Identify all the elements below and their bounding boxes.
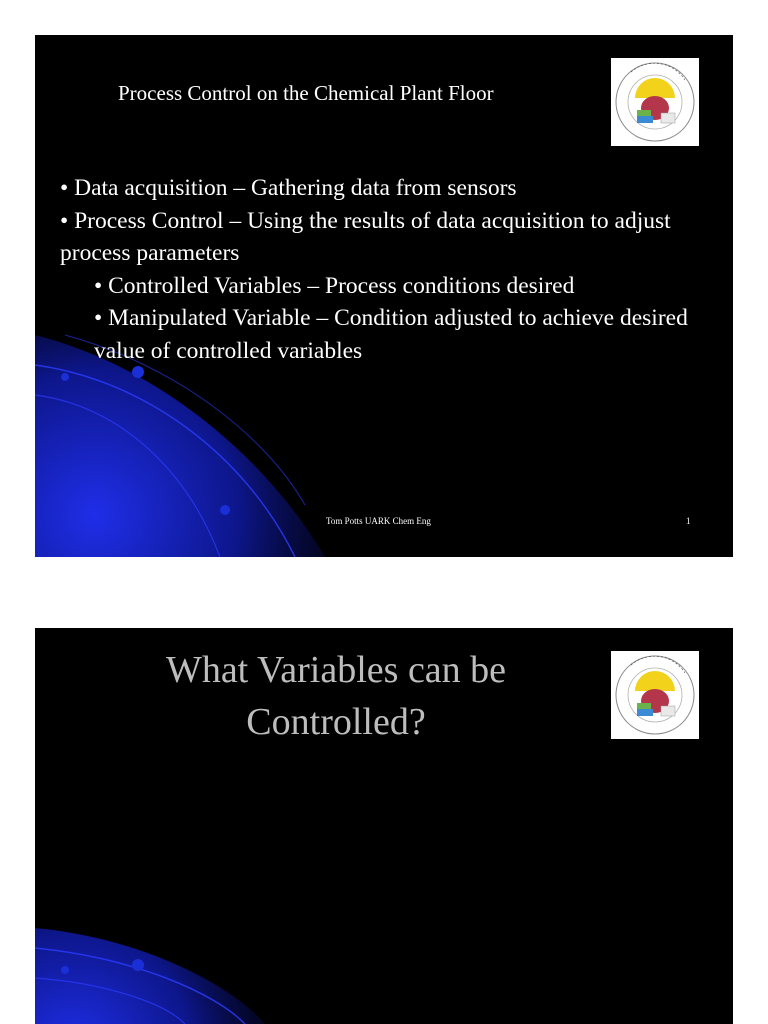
bullet-item: • Process Control – Using the results of data acquisition to adjust process parameters bbox=[60, 207, 671, 266]
slide-page-number: 1 bbox=[686, 516, 691, 526]
bullet-item: • Data acquisition – Gathering data from sensors bbox=[60, 175, 517, 201]
university-logo bbox=[611, 651, 699, 739]
slide-footer-author: Tom Potts UARK Chem Eng bbox=[326, 516, 431, 526]
slide-2 bbox=[35, 628, 733, 1024]
slide-title: What Variables can be Controlled? bbox=[165, 649, 507, 743]
bullet-list bbox=[60, 172, 710, 367]
slide-title: Process Control on the Chemical Plant Floor bbox=[118, 81, 494, 105]
sub-bullet-item: • Controlled Variables – Process conditions desired bbox=[94, 272, 575, 299]
sub-bullet-item: • Manipulated Variable – Condition adjusted to achieve desired value of controlled variables bbox=[94, 305, 688, 364]
university-logo bbox=[611, 58, 699, 146]
slide-1 bbox=[35, 35, 733, 557]
